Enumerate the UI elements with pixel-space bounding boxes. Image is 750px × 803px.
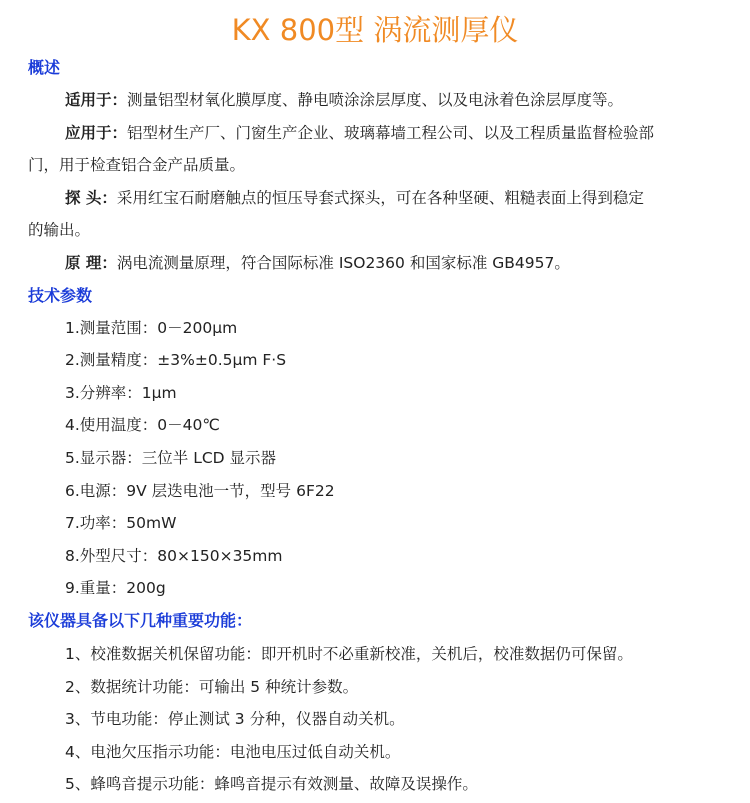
applied-text-line2: 门，用于检查铝合金产品质量。: [28, 156, 246, 174]
probe-text-line1: 采用红宝石耐磨触点的恒压导套式探头，可在各种坚硬、粗糙表面上得到稳定: [116, 189, 644, 207]
applied-row: [65, 123, 654, 143]
feature-item: 5、蜂鸣音提示功能：蜂鸣音提示有效测量、故障及误操作。: [65, 775, 478, 793]
applicable-row: [65, 90, 623, 110]
feature-item: 4、电池欠压指示功能：电池电压过低自动关机。: [65, 743, 401, 761]
spec-item: 8.外型尺寸：80×150×35mm: [65, 547, 283, 565]
section-heading-features: 该仪器具备以下几种重要功能：: [28, 611, 253, 630]
principle-label: 原 理：: [65, 254, 117, 272]
spec-item: 2.测量精度：±3%±0.5μm F·S: [65, 351, 287, 369]
applicable-label: 适用于：: [65, 91, 128, 109]
section-heading-overview: 概述: [28, 58, 61, 77]
principle-row: [65, 253, 570, 273]
section-heading-specs: 技术参数: [28, 286, 93, 305]
page-title: KX 800型 涡流测厚仪: [231, 13, 519, 47]
spec-item: 1.测量范围：0－200μm: [65, 319, 238, 337]
applied-label: 应用于：: [65, 124, 128, 142]
applicable-text: 测量铝型材氧化膜厚度、静电喷涂涂层厚度、以及电泳着色涂层厚度等。: [127, 91, 624, 109]
probe-text-line2: 的输出。: [28, 221, 91, 239]
spec-item: 7.功率：50mW: [65, 514, 177, 532]
spec-item: 9.重量：200g: [65, 579, 166, 597]
spec-item: 5.显示器：三位半 LCD 显示器: [65, 449, 277, 467]
spec-item: 4.使用温度：0－40℃: [65, 416, 220, 434]
feature-item: 3、节电功能：停止测试 3 分种，仪器自动关机。: [65, 710, 405, 728]
probe-row: [65, 188, 644, 208]
spec-item: 3.分辨率：1μm: [65, 384, 177, 402]
spec-item: 6.电源：9V 层迭电池一节，型号 6F22: [65, 482, 335, 500]
feature-item: 1、校准数据关机保留功能：即开机时不必重新校准，关机后，校准数据仍可保留。: [65, 645, 633, 663]
principle-text: 涡电流测量原理，符合国际标准 ISO2360 和国家标准 GB4957。: [116, 254, 570, 272]
applied-text-line1: 铝型材生产厂、门窗生产企业、玻璃幕墙工程公司、以及工程质量监督检验部: [127, 124, 655, 142]
probe-label: 探 头：: [65, 189, 117, 207]
feature-item: 2、数据统计功能：可输出 5 种统计参数。: [65, 678, 359, 696]
